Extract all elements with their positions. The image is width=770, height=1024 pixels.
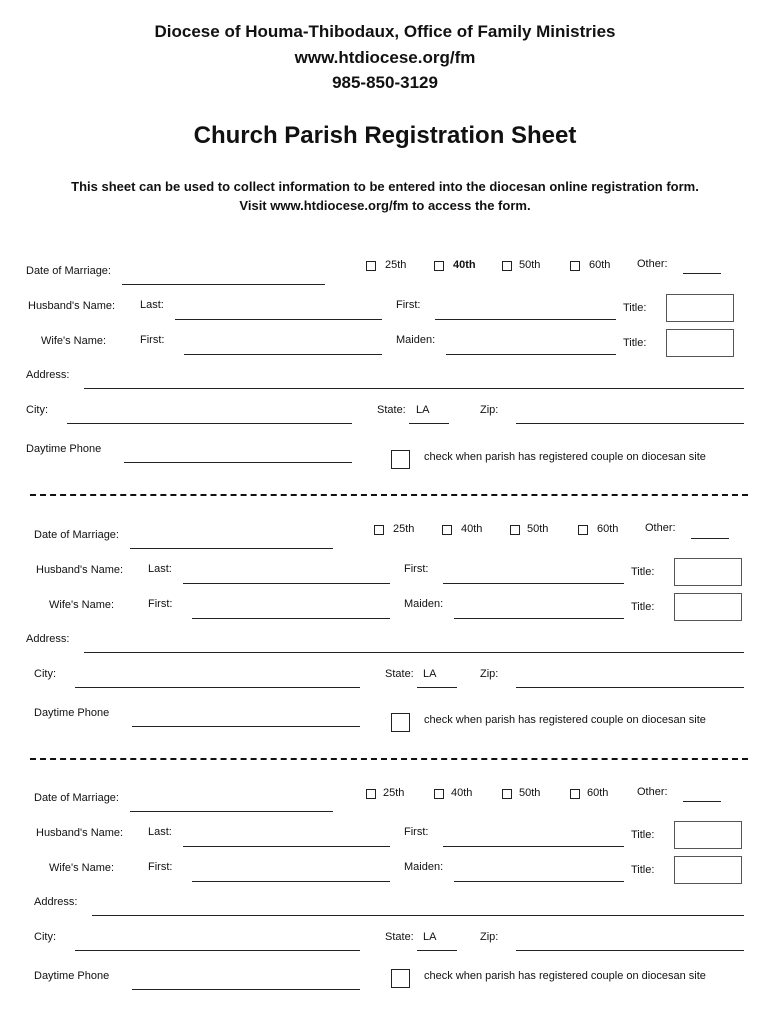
city-label: City: bbox=[26, 404, 48, 416]
wife-maiden-field[interactable] bbox=[454, 881, 624, 882]
husband-last-field[interactable] bbox=[175, 319, 382, 320]
address-label: Address: bbox=[26, 369, 70, 381]
label-50th: 50th bbox=[519, 259, 541, 271]
label-60th: 60th bbox=[589, 259, 611, 271]
husband-first-label: First: bbox=[396, 299, 421, 311]
other-field[interactable] bbox=[683, 273, 721, 274]
wifes-name-label: Wife's Name: bbox=[49, 862, 115, 874]
wife-maiden-label: Maiden: bbox=[396, 334, 436, 346]
page-title: Church Parish Registration Sheet bbox=[193, 122, 577, 149]
daytime-phone-field[interactable] bbox=[124, 462, 352, 463]
checkbox-40th[interactable] bbox=[442, 525, 452, 535]
label-40th: 40th bbox=[451, 787, 473, 799]
wife-title-box[interactable] bbox=[674, 856, 742, 884]
address-label: Address: bbox=[34, 896, 78, 908]
husbands-name-label: Husband's Name: bbox=[28, 300, 116, 312]
checkbox-25th[interactable] bbox=[374, 525, 384, 535]
checkbox-50th[interactable] bbox=[510, 525, 520, 535]
label-50th: 50th bbox=[527, 523, 549, 535]
state-label: State: bbox=[385, 931, 414, 943]
husband-first-field[interactable] bbox=[443, 846, 624, 847]
husband-first-field[interactable] bbox=[443, 583, 624, 584]
wife-first-label: First: bbox=[148, 861, 173, 873]
husband-title-label: Title: bbox=[631, 829, 655, 841]
label-60th: 60th bbox=[597, 523, 619, 535]
header-phone: 985-850-3129 bbox=[332, 73, 438, 92]
husband-title-box[interactable] bbox=[666, 294, 734, 322]
zip-field[interactable] bbox=[516, 423, 744, 424]
husband-title-label: Title: bbox=[623, 302, 647, 314]
state-field[interactable] bbox=[417, 950, 457, 951]
husband-first-label: First: bbox=[404, 563, 429, 575]
wife-first-field[interactable] bbox=[192, 881, 390, 882]
daytime-phone-label: Daytime Phone bbox=[34, 707, 110, 719]
date-of-marriage-field[interactable] bbox=[122, 284, 325, 285]
state-value: LA bbox=[423, 668, 437, 680]
label-40th: 40th bbox=[461, 523, 483, 535]
city-field[interactable] bbox=[67, 423, 352, 424]
city-field[interactable] bbox=[75, 950, 360, 951]
daytime-phone-field[interactable] bbox=[132, 989, 360, 990]
other-field[interactable] bbox=[683, 801, 721, 802]
date-of-marriage-field[interactable] bbox=[130, 811, 333, 812]
husband-first-field[interactable] bbox=[435, 319, 616, 320]
date-of-marriage-label: Date of Marriage: bbox=[26, 265, 111, 277]
section-divider bbox=[30, 758, 748, 760]
husband-last-label: Last: bbox=[148, 563, 172, 575]
husband-last-label: Last: bbox=[148, 826, 172, 838]
husbands-name-label: Husband's Name: bbox=[36, 827, 124, 839]
wife-first-field[interactable] bbox=[192, 618, 390, 619]
city-label: City: bbox=[34, 668, 56, 680]
husband-title-label: Title: bbox=[631, 566, 655, 578]
wife-title-label: Title: bbox=[623, 337, 647, 349]
city-field[interactable] bbox=[75, 687, 360, 688]
intro-line-1: This sheet can be used to collect information to be entered into the diocesan online registration form. bbox=[71, 179, 699, 194]
registered-note: check when parish has registered couple on diocesan site bbox=[424, 714, 706, 726]
other-label: Other: bbox=[645, 522, 676, 534]
wife-maiden-label: Maiden: bbox=[404, 861, 444, 873]
address-field[interactable] bbox=[84, 388, 744, 389]
husband-title-box[interactable] bbox=[674, 558, 742, 586]
checkbox-60th[interactable] bbox=[570, 261, 580, 271]
other-field[interactable] bbox=[691, 538, 729, 539]
label-25th: 25th bbox=[385, 259, 407, 271]
daytime-phone-field[interactable] bbox=[132, 726, 360, 727]
daytime-phone-label: Daytime Phone bbox=[34, 970, 110, 982]
state-label: State: bbox=[377, 404, 406, 416]
label-25th: 25th bbox=[393, 523, 415, 535]
husband-last-field[interactable] bbox=[183, 583, 390, 584]
wife-title-label: Title: bbox=[631, 864, 655, 876]
label-60th: 60th bbox=[587, 787, 609, 799]
wife-maiden-field[interactable] bbox=[454, 618, 624, 619]
daytime-phone-label: Daytime Phone bbox=[26, 443, 102, 455]
wife-maiden-label: Maiden: bbox=[404, 598, 444, 610]
header-website: www.htdiocese.org/fm bbox=[294, 48, 476, 67]
state-value: LA bbox=[416, 404, 430, 416]
checkbox-60th[interactable] bbox=[578, 525, 588, 535]
wife-maiden-field[interactable] bbox=[446, 354, 616, 355]
header-org: Diocese of Houma-Thibodaux, Office of Family Ministries bbox=[154, 22, 616, 41]
husband-title-box[interactable] bbox=[674, 821, 742, 849]
husbands-name-label: Husband's Name: bbox=[36, 564, 124, 576]
intro-line-2: Visit www.htdiocese.org/fm to access the form. bbox=[239, 198, 531, 213]
other-label: Other: bbox=[637, 786, 668, 798]
other-label: Other: bbox=[637, 258, 668, 270]
state-value: LA bbox=[423, 931, 437, 943]
registered-checkbox[interactable] bbox=[391, 450, 410, 469]
address-field[interactable] bbox=[84, 652, 744, 653]
label-25th: 25th bbox=[383, 787, 405, 799]
address-label: Address: bbox=[26, 633, 70, 645]
date-of-marriage-field[interactable] bbox=[130, 548, 333, 549]
date-of-marriage-label: Date of Marriage: bbox=[34, 529, 119, 541]
checkbox-60th[interactable] bbox=[570, 789, 580, 799]
state-field[interactable] bbox=[417, 687, 457, 688]
zip-label: Zip: bbox=[480, 931, 499, 943]
checkbox-25th[interactable] bbox=[366, 261, 376, 271]
state-field[interactable] bbox=[409, 423, 449, 424]
state-label: State: bbox=[385, 668, 414, 680]
section-divider bbox=[30, 494, 748, 496]
wifes-name-label: Wife's Name: bbox=[49, 599, 115, 611]
label-50th: 50th bbox=[519, 787, 541, 799]
zip-field[interactable] bbox=[516, 687, 744, 688]
checkbox-25th[interactable] bbox=[366, 789, 376, 799]
wife-title-box[interactable] bbox=[666, 329, 734, 357]
wife-first-label: First: bbox=[140, 334, 165, 346]
registered-note: check when parish has registered couple on diocesan site bbox=[424, 451, 706, 463]
checkbox-40th[interactable] bbox=[434, 261, 444, 271]
husband-first-label: First: bbox=[404, 826, 429, 838]
registered-checkbox[interactable] bbox=[391, 713, 410, 732]
zip-label: Zip: bbox=[480, 668, 499, 680]
checkbox-50th[interactable] bbox=[502, 261, 512, 271]
husband-last-field[interactable] bbox=[183, 846, 390, 847]
wifes-name-label: Wife's Name: bbox=[41, 335, 107, 347]
label-40th: 40th bbox=[453, 259, 476, 271]
wife-first-field[interactable] bbox=[184, 354, 382, 355]
date-of-marriage-label: Date of Marriage: bbox=[34, 792, 119, 804]
husband-last-label: Last: bbox=[140, 299, 164, 311]
wife-first-label: First: bbox=[148, 598, 173, 610]
registered-checkbox[interactable] bbox=[391, 969, 410, 988]
checkbox-50th[interactable] bbox=[502, 789, 512, 799]
registered-note: check when parish has registered couple on diocesan site bbox=[424, 970, 706, 982]
zip-field[interactable] bbox=[516, 950, 744, 951]
address-field[interactable] bbox=[92, 915, 744, 916]
checkbox-40th[interactable] bbox=[434, 789, 444, 799]
wife-title-label: Title: bbox=[631, 601, 655, 613]
zip-label: Zip: bbox=[480, 404, 499, 416]
city-label: City: bbox=[34, 931, 56, 943]
wife-title-box[interactable] bbox=[674, 593, 742, 621]
